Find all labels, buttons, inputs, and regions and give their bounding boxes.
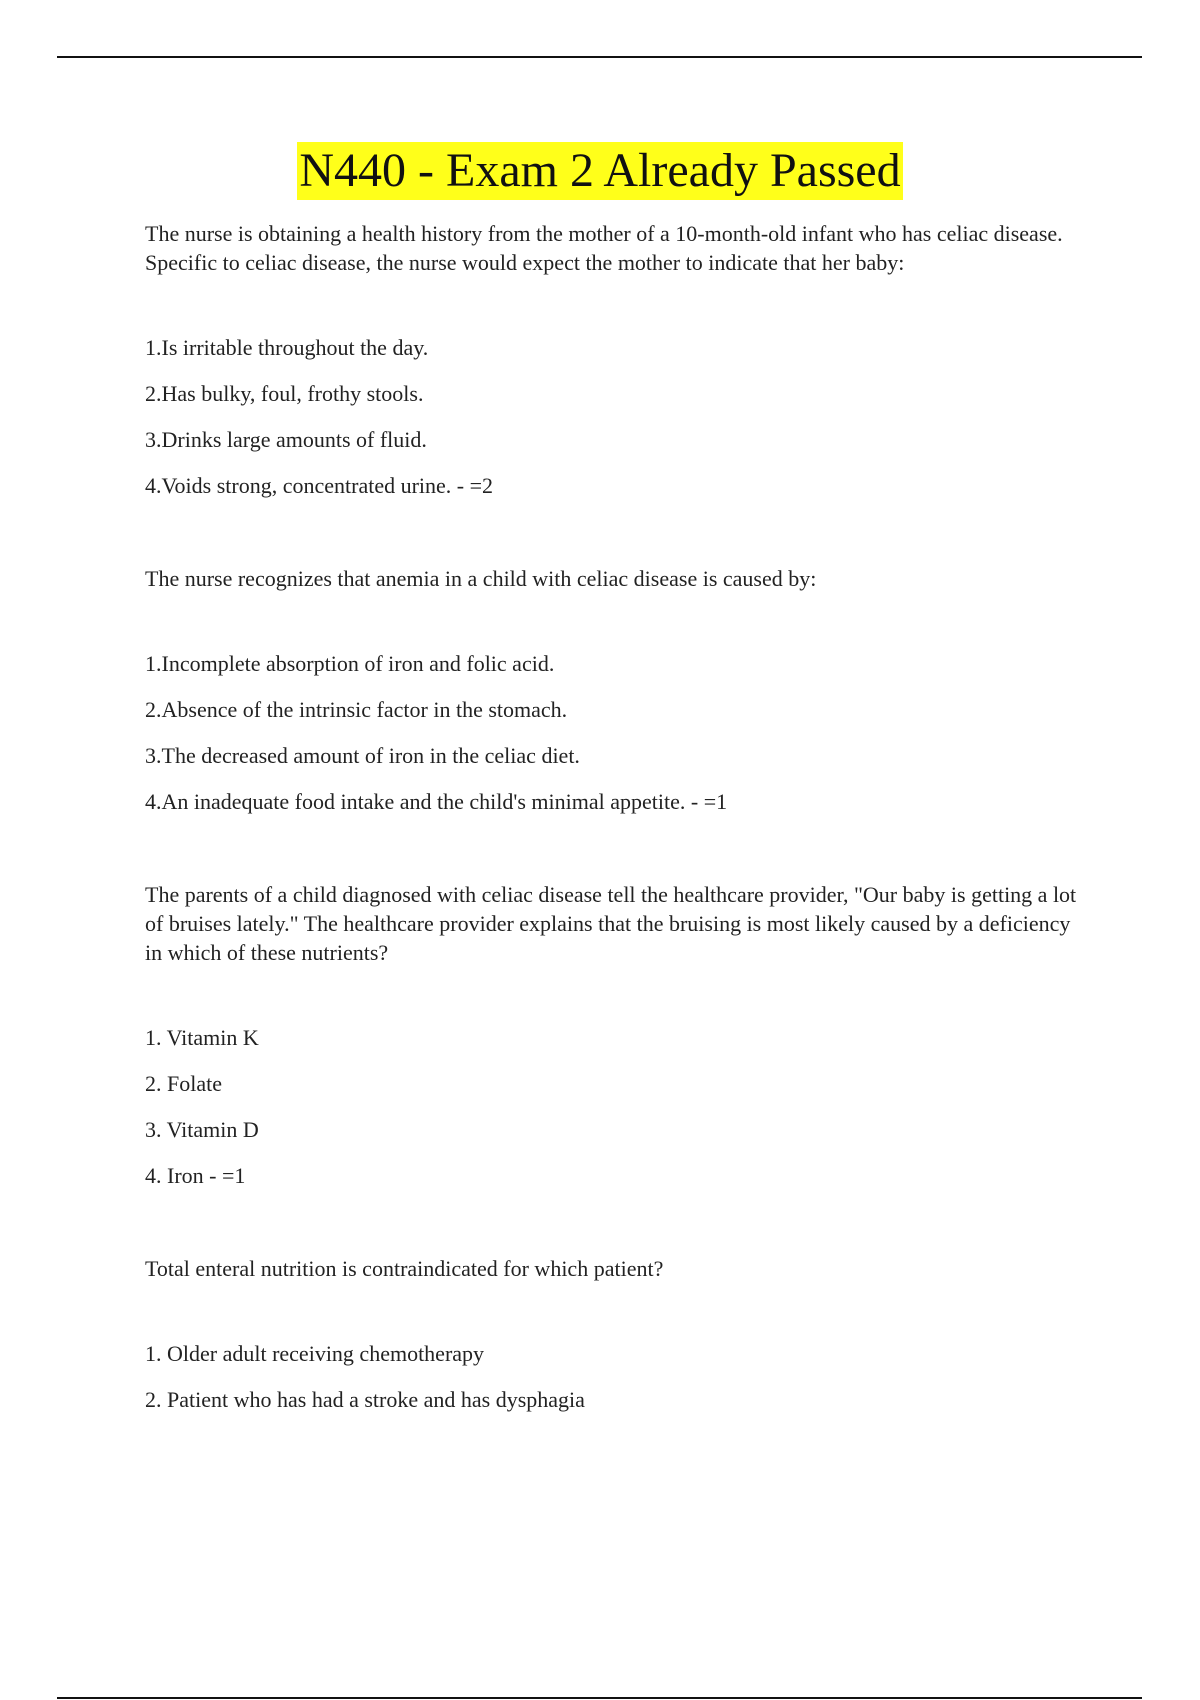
answer-option: 4. Iron - =1 <box>145 1163 246 1188</box>
answer-options <box>145 333 1085 500</box>
question-block <box>145 880 1085 1190</box>
answer-option: 3. Vitamin D <box>145 1117 259 1142</box>
bottom-rule <box>57 1697 1142 1699</box>
answer-options <box>145 1023 1085 1190</box>
question-text: The nurse recognizes that anemia in a child with celiac disease is caused by: <box>145 566 817 591</box>
question-text: The parents of a child diagnosed with celiac disease tell the healthcare provider, "Our baby is getting a lot of bruises lately." The healthcare provider explains that the bruising is most likely caused by a deficiency in which of these nutrients? <box>145 882 1077 965</box>
answer-option: 2. Patient who has had a stroke and has dysphagia <box>145 1387 585 1412</box>
question-block <box>145 564 1085 816</box>
answer-option: 2.Has bulky, foul, frothy stools. <box>145 381 424 406</box>
answer-option: 1. Vitamin K <box>145 1025 259 1050</box>
answer-option: 1.Is irritable throughout the day. <box>145 335 429 360</box>
title-container <box>0 142 1200 200</box>
page-title: N440 - Exam 2 Already Passed <box>297 142 902 200</box>
answer-option: 1.Incomplete absorption of iron and folic acid. <box>145 651 555 676</box>
answer-options <box>145 649 1085 816</box>
question-text: The nurse is obtaining a health history from the mother of a 10-month-old infant who has celiac disease. Specific to celiac disease, the nurse would expect the mother to indicate that her baby: <box>145 221 1063 275</box>
question-block <box>145 219 1085 500</box>
document-body <box>145 219 1085 1478</box>
answer-options <box>145 1339 1085 1414</box>
top-rule <box>57 56 1142 58</box>
answer-option: 1. Older adult receiving chemotherapy <box>145 1341 485 1366</box>
answer-option: 4.Voids strong, concentrated urine. - =2 <box>145 473 494 498</box>
answer-option: 3.The decreased amount of iron in the celiac diet. <box>145 743 580 768</box>
question-block <box>145 1254 1085 1414</box>
answer-option: 4.An inadequate food intake and the child's minimal appetite. - =1 <box>145 789 728 814</box>
question-text: Total enteral nutrition is contraindicated for which patient? <box>145 1256 664 1281</box>
answer-option: 2. Folate <box>145 1071 222 1096</box>
answer-option: 2.Absence of the intrinsic factor in the stomach. <box>145 697 568 722</box>
answer-option: 3.Drinks large amounts of fluid. <box>145 427 427 452</box>
